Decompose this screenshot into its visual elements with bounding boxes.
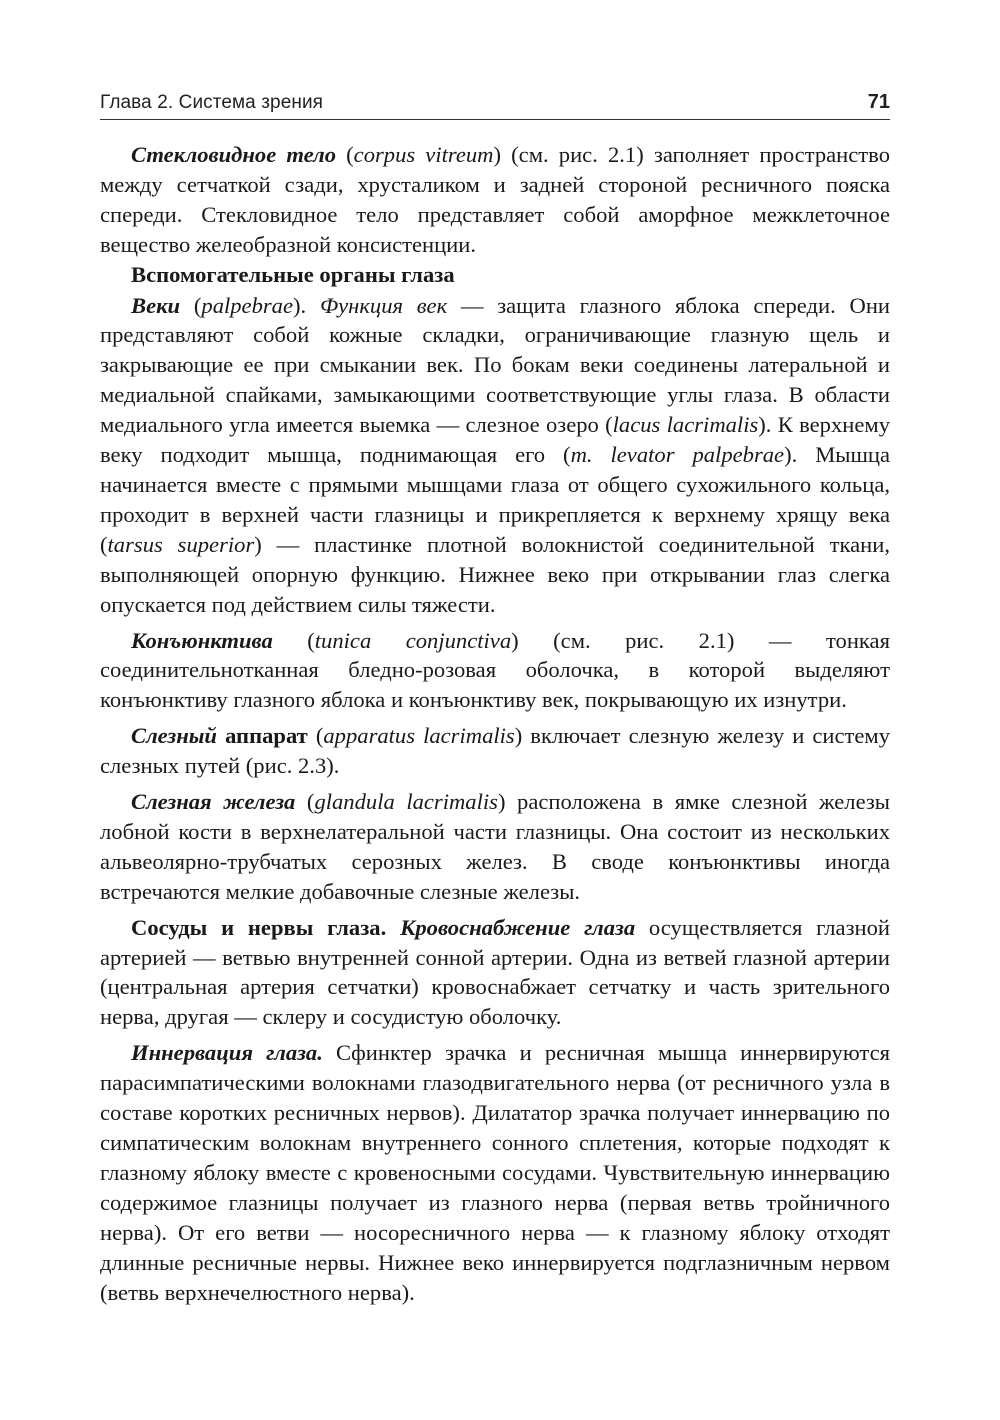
term-bi: Веки (131, 292, 181, 318)
text-run: ( (336, 142, 354, 167)
page-number: 71 (867, 91, 890, 113)
text-run (386, 915, 400, 940)
term-i: Функция век (319, 292, 448, 318)
paragraph-eyelids (100, 291, 890, 620)
chapter-title: Глава 2. Система зрения (100, 92, 324, 113)
text-run: ( (295, 789, 315, 815)
paragraph-vitreous (100, 140, 890, 260)
term-i: m. levator palpebrae (570, 442, 785, 468)
book-page (100, 0, 890, 1420)
term-b: аппарат (217, 723, 308, 749)
text-run: осуществляется глазной артерией — ветвью внутренней сонной артерии. Одна из ветвей глазной артерии (центральная артерия сетчатки) кровоснабжает сетчатку и часть зрительного нерва, другая — склеру и сосудистую оболочку. (100, 914, 890, 1030)
text-run: ( (180, 292, 202, 318)
term-bi: Слезная железа (131, 789, 296, 815)
term-bi: Конъюнктива (131, 627, 273, 653)
text-run: Сфинктер зрачка и ресничная мышца иннервируются парасимпатическими волокнами глазодвигательного нерва (от ресничного узла в составе коротких ресничных нервов). Дилататор зрачка получает иннервацию по симпатическим волокнам внутреннего сонного сплетения, которые подходят к глазному яблоку вместе с кровеносными сосудами. Чувствительную иннервацию содержимое глазницы получает из глазного нерва (первая ветвь тройничного нерва). От его ветви — носоресничного нерва — к глазному яблоку отходят длинные ресничные нервы. Нижнее веко иннервируется подглазничным нервом (ветвь верхнечелюстного нерва). (100, 1040, 890, 1305)
paragraph-lacrimal-gland (100, 787, 890, 907)
term-b: Сосуды и нервы глаза. (131, 914, 387, 940)
term-bi: Слезный (131, 723, 217, 749)
paragraph-innervation (100, 1038, 890, 1307)
term-i: apparatus lacrimalis (323, 723, 515, 749)
text-run: ) включает слезную железу и систему слезных путей (рис. 2.3). (100, 723, 890, 779)
term-bi: Стекловидное тело (131, 142, 336, 167)
text-run: ). (293, 292, 320, 318)
text-run: ) — пластинке плотной волокнистой соединительной ткани, выполняющей опорную функцию. Нижнее веко при открывании глаз слегка опускается под действием силы тяжести. (100, 531, 890, 617)
term-i: lacus lacrimalis (612, 412, 759, 438)
text-run: ( (272, 627, 315, 653)
header-rule (100, 119, 890, 120)
term-i: palpebrae (201, 292, 294, 318)
text-run: ) (см. рис. 2.1) — тонкая соединительнотканная бледно-розовая оболочка, в которой выделяют конъюнктиву глазного яблока и конъюнктиву век, покрывающую их изнутри. (100, 627, 890, 713)
term-bi: Иннервация глаза. (131, 1040, 323, 1066)
paragraph-lacrimal-apparatus (100, 721, 890, 781)
text-run: ). К верхнему веку подходит мышца, поднимающая его ( (100, 412, 890, 468)
body-text (100, 140, 890, 1313)
term-i: tunica conjunctiva (314, 627, 512, 653)
text-run: ( (307, 723, 324, 749)
term-i: tarsus superior (107, 531, 255, 557)
term-i: glandula lacrimalis (314, 789, 498, 815)
paragraph-conjunctiva (100, 626, 890, 716)
text-run: — защита глазного яблока спереди. Они представляют собой кожные складки, ограничивающие глазную щель и закрывающие ее при смыкании век. По бокам веки соединены латеральной и медиальной спайками, замыкающими соответствующие углы глаза. В области медиального угла имеется выемка — слезное озеро ( (100, 292, 890, 438)
running-header (100, 90, 890, 120)
term-i: corpus vitreum (353, 142, 494, 167)
text-run: ). Мышца начинается вместе с прямыми мышцами глаза от общего сухожильного кольца, проходит в верхней части глазницы и прикрепляется к верхнему хрящу века ( (100, 442, 890, 557)
term-bi: Кровоснабжение глаза (400, 914, 636, 940)
paragraph-vessels (100, 913, 890, 1033)
term-b: Вспомогательные органы глаза (131, 261, 455, 287)
text-run: ) (см. рис. 2.1) заполняет пространство между сетчаткой сзади, хрусталиком и задней стороной ресничного пояска спереди. Стекловидное тело представляет собой аморфное межклеточное вещество желеобразной консистенции. (100, 142, 890, 257)
section-heading (100, 260, 890, 290)
text-run: ) расположена в ямке слезной железы лобной кости в верхнелатеральной части глазницы. Она состоит из нескольких альвеолярно-трубчатых серозных желез. В своде конъюнктивы иногда встречаются мелкие добавочные слезные железы. (100, 789, 890, 904)
